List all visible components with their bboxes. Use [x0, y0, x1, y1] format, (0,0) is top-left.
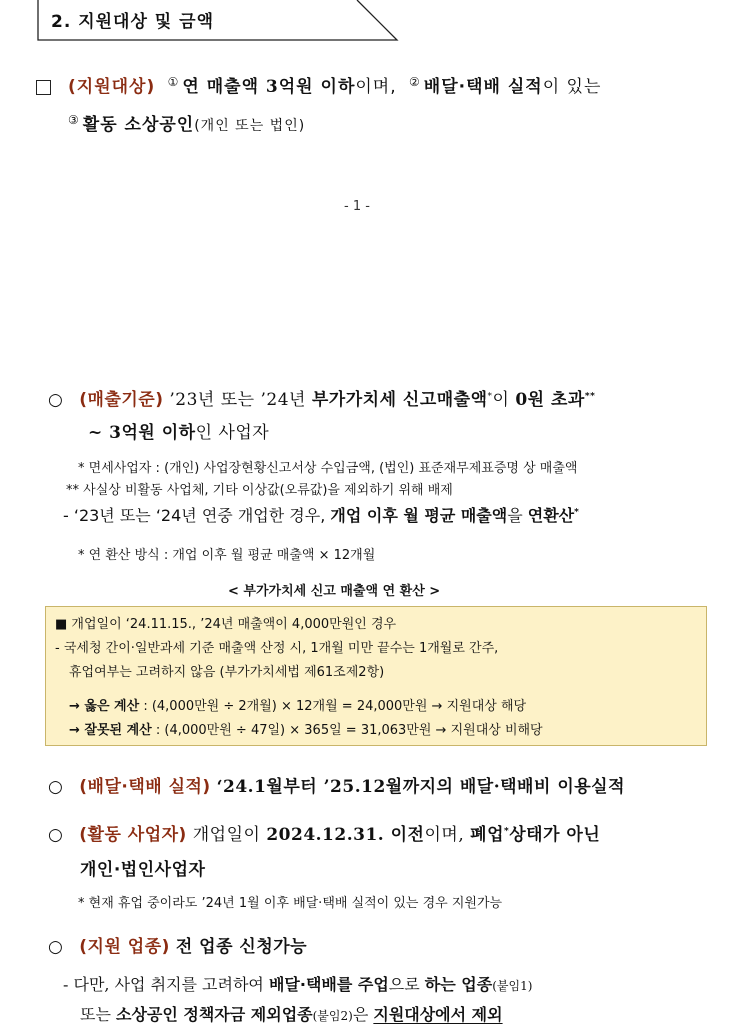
industry-label: (지원 업종)	[79, 937, 170, 957]
sales-sub-c: 을	[507, 506, 528, 525]
sales-note-1: * 면세사업자 : (개인) 사업장현황신고서상 수입금액, (법인) 표준재무제표증명 상 매출액	[78, 461, 578, 476]
example-line-2: - 국세청 간이·일반과세 기준 매출액 산정 시, 1개월 미만 끝수는 1개월로 간주,	[55, 641, 499, 656]
bullet-icon: ○	[48, 777, 64, 797]
target-line-1	[68, 72, 601, 97]
industry-sub-j: 지원대상에서 제외	[373, 1005, 503, 1024]
example-wrong-text: : (4,000만원 ÷ 47일) × 365일 = 31,063만원 → 지원대상 비해당	[151, 723, 543, 738]
example-box	[45, 606, 707, 746]
industry-sub-e: (붙임1)	[492, 979, 533, 993]
sales-text-e: ~ 3억원 이하	[88, 423, 196, 443]
active-text-d: 폐업	[470, 825, 504, 845]
sales-note-2: ** 사실상 비활동 사업체, 기타 이상값(오류값)을 제외하기 위해 배제	[66, 483, 453, 498]
circle-3: ③	[68, 113, 80, 127]
active-text-e: 상태가 아닌	[509, 825, 601, 845]
sales-sub-line	[63, 503, 579, 526]
circle-2: ②	[409, 75, 421, 89]
target-note: (개인 또는 법인)	[194, 118, 306, 134]
industry-sub-i: 은	[352, 1005, 374, 1024]
target-connector-2: 이 있는	[542, 77, 602, 97]
sales-sub-b: 개업 이후 월 평균 매출액	[330, 506, 508, 525]
page-number: - 1 -	[344, 199, 370, 214]
sales-star: *	[487, 391, 493, 402]
section-header	[37, 0, 397, 40]
target-connector-1: 이며,	[355, 77, 397, 97]
active-label: (활동 사업자)	[79, 825, 187, 845]
example-heading: < 부가가치세 신고 매출액 연 환산 >	[228, 584, 441, 599]
example-wrong-label: → 잘못된 계산	[69, 723, 152, 738]
target-criterion-2: 배달·택배 실적	[423, 77, 543, 97]
delivery-line	[48, 772, 625, 797]
bullet-icon: ○	[48, 390, 64, 410]
sales-note-3: * 연 환산 방식 : 개업 이후 월 평균 매출액 × 12개월	[78, 548, 376, 563]
delivery-text: ‘24.1월부터 ’25.12월까지의 배달·택배비 이용실적	[216, 777, 626, 797]
bullet-icon: ○	[48, 825, 64, 845]
industry-sub-line-2	[80, 1002, 503, 1025]
target-label: (지원대상)	[68, 77, 156, 97]
circle-1: ①	[167, 75, 180, 89]
sales-sub-star: *	[574, 507, 579, 518]
sales-sub-d: 연환산	[527, 506, 575, 525]
sales-label: (매출기준)	[79, 390, 164, 410]
industry-sub-d: 하는 업종	[424, 975, 493, 994]
target-criterion-3: 활동 소상공인	[82, 115, 195, 135]
active-text-b: 2024.12.31. 이전	[266, 825, 425, 845]
industry-sub-c: 으로	[388, 975, 425, 994]
sales-sub-a: - ‘23년 또는 ‘24년 연중 개업한 경우,	[63, 506, 331, 525]
sales-text-b: 부가가치세 신고매출액	[311, 390, 488, 410]
industry-sub-f: 또는	[80, 1005, 116, 1024]
industry-sub-b: 배달·택배를 주업	[268, 975, 389, 994]
sales-line-2	[88, 418, 269, 443]
active-text-a: 개업일이	[192, 825, 267, 845]
industry-sub-g: 소상공인 정책자금 제외업종	[116, 1005, 313, 1024]
checkbox-square-icon	[36, 80, 51, 95]
industry-sub-h: (붙임2)	[312, 1009, 353, 1023]
target-criterion-1: 연 매출액 3억원 이하	[182, 77, 356, 97]
section-title: 2. 지원대상 및 금액	[51, 12, 214, 32]
sales-text-c: 이	[492, 390, 516, 410]
sales-text-f: 인 사업자	[195, 423, 270, 443]
sales-line-1	[48, 385, 595, 410]
example-right-text: : (4,000만원 ÷ 2개월) × 12개월 = 24,000만원 → 지원대상 해당	[139, 699, 527, 714]
industry-line	[48, 932, 307, 957]
sales-stars: **	[584, 391, 596, 402]
industry-sub-line-1	[63, 972, 532, 995]
industry-sub-a: - 다만, 사업 취지를 고려하여	[63, 975, 269, 994]
sales-text-d: 0원 초과	[515, 390, 585, 410]
active-note: * 현재 휴업 중이라도 ’24년 1월 이후 배달·택배 실적이 있는 경우 지원가능	[78, 896, 503, 911]
industry-text: 전 업종 신청가능	[175, 937, 308, 957]
example-line-1: ■ 개업일이 ‘24.11.15., ’24년 매출액이 4,000만원인 경우	[55, 617, 397, 632]
example-line-3: 휴업여부는 고려하지 않음 (부가가치세법 제61조제2항)	[69, 665, 385, 680]
example-right-label: → 옳은 계산	[69, 699, 140, 714]
example-right-calc	[69, 695, 526, 714]
sales-text-a: ’23년 또는 ’24년	[169, 390, 312, 410]
active-line-2: 개인·법인사업자	[80, 860, 206, 880]
example-wrong-calc	[69, 719, 543, 738]
active-text-c: 이며,	[424, 825, 471, 845]
target-line-2	[68, 110, 305, 135]
active-star: *	[504, 826, 510, 837]
bullet-icon: ○	[48, 937, 64, 957]
active-line-1	[48, 820, 600, 845]
delivery-label: (배달·택배 실적)	[79, 777, 211, 797]
